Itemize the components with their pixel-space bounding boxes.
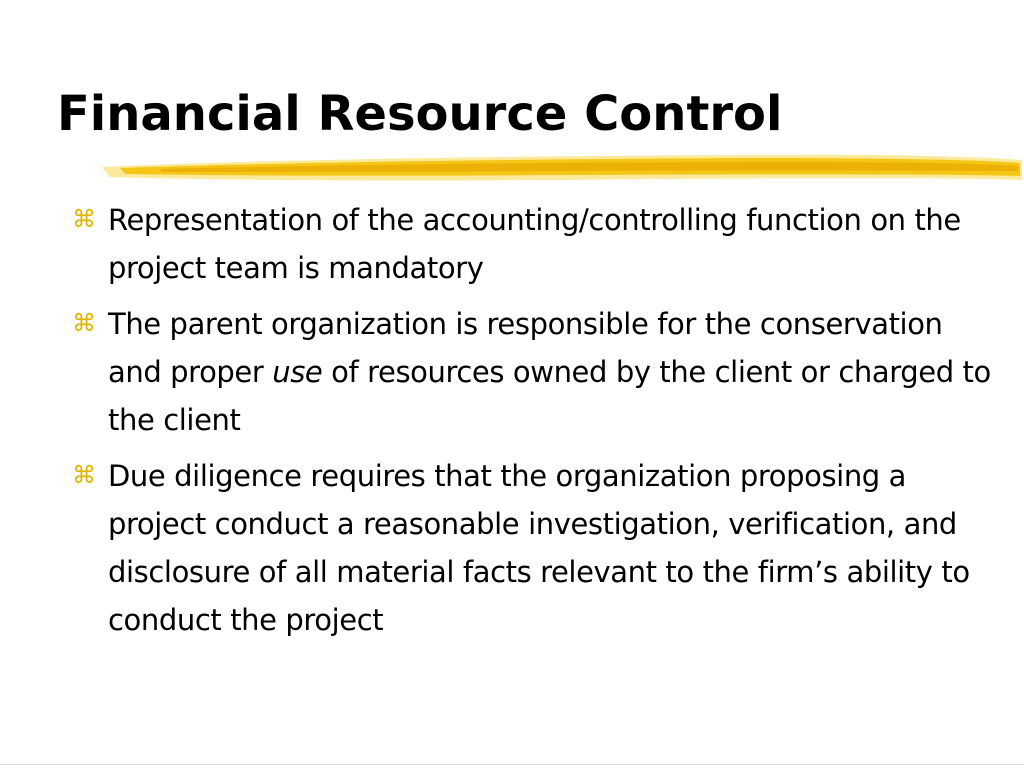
bullet-list [72, 196, 992, 652]
place-of-interest-icon: ⌘ [72, 205, 96, 233]
bullet-text-before: The parent organization is responsible for the conservation and proper [108, 307, 943, 389]
bullet-text: Representation of the accounting/controlling function on the project team is mandatory [108, 203, 961, 285]
bullet-item [72, 300, 992, 444]
slide-title: Financial Resource Control [57, 86, 783, 142]
bullet-text: Due diligence requires that the organization proposing a project conduct a reasonable investigation, verification, and disclosure of all material facts relevant to the firm’s ability to conduct the project [108, 459, 970, 637]
title-underline-brushstroke [100, 150, 1024, 190]
bullet-item [72, 452, 992, 644]
place-of-interest-icon: ⌘ [72, 309, 96, 337]
bullet-item [72, 196, 992, 292]
bullet-text-after: of resources owned by the client or charged to the client [108, 355, 991, 437]
place-of-interest-icon: ⌘ [72, 461, 96, 489]
bullet-emphasis: use [272, 355, 323, 389]
bottom-divider [0, 764, 1024, 765]
